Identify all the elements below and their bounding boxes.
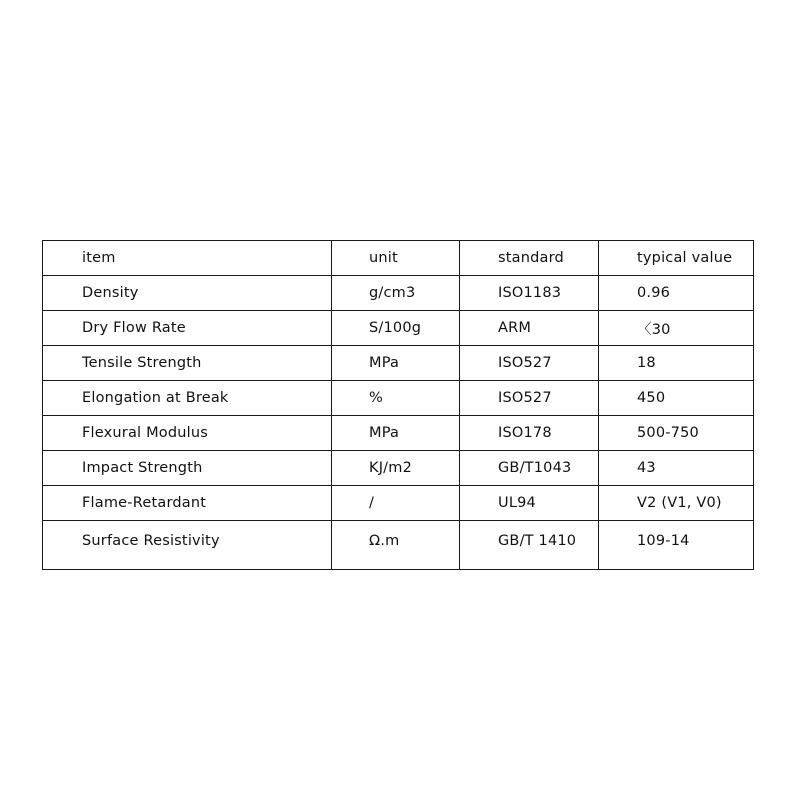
- table-row: [43, 311, 754, 346]
- cell-typical-value: 109-14: [599, 521, 754, 570]
- cell-item: Surface Resistivity: [43, 521, 332, 570]
- cell-typical-value: 500-750: [599, 416, 754, 451]
- cell-standard: ISO527: [460, 381, 599, 416]
- cell-typical-value: V2 (V1, V0): [599, 486, 754, 521]
- cell-unit: S/100g: [332, 311, 460, 346]
- cell-typical-value: 43: [599, 451, 754, 486]
- header-standard: standard: [460, 241, 599, 276]
- cell-standard: ISO178: [460, 416, 599, 451]
- table-row: [43, 381, 754, 416]
- cell-item: Dry Flow Rate: [43, 311, 332, 346]
- cell-unit: KJ/m2: [332, 451, 460, 486]
- table-row: [43, 416, 754, 451]
- cell-item: Elongation at Break: [43, 381, 332, 416]
- cell-standard: GB/T 1410: [460, 521, 599, 570]
- cell-unit: MPa: [332, 346, 460, 381]
- cell-item: Tensile Strength: [43, 346, 332, 381]
- cell-typical-value: 〈30: [599, 311, 754, 346]
- cell-unit: %: [332, 381, 460, 416]
- table-row: [43, 276, 754, 311]
- cell-standard: GB/T1043: [460, 451, 599, 486]
- table-row: [43, 451, 754, 486]
- cell-unit: Ω.m: [332, 521, 460, 570]
- table-row: [43, 486, 754, 521]
- cell-typical-value: 0.96: [599, 276, 754, 311]
- cell-item: Impact Strength: [43, 451, 332, 486]
- cell-item: Flame-Retardant: [43, 486, 332, 521]
- cell-item: Density: [43, 276, 332, 311]
- cell-unit: MPa: [332, 416, 460, 451]
- cell-standard: ARM: [460, 311, 599, 346]
- header-item: item: [43, 241, 332, 276]
- cell-typical-value: 450: [599, 381, 754, 416]
- header-unit: unit: [332, 241, 460, 276]
- cell-typical-value: 18: [599, 346, 754, 381]
- table-row: [43, 346, 754, 381]
- cell-standard: ISO527: [460, 346, 599, 381]
- cell-item: Flexural Modulus: [43, 416, 332, 451]
- cell-unit: /: [332, 486, 460, 521]
- cell-standard: UL94: [460, 486, 599, 521]
- cell-standard: ISO1183: [460, 276, 599, 311]
- properties-table: [42, 240, 754, 570]
- header-typical-value: typical value: [599, 241, 754, 276]
- table-row: [43, 521, 754, 570]
- table-header-row: [43, 241, 754, 276]
- cell-unit: g/cm3: [332, 276, 460, 311]
